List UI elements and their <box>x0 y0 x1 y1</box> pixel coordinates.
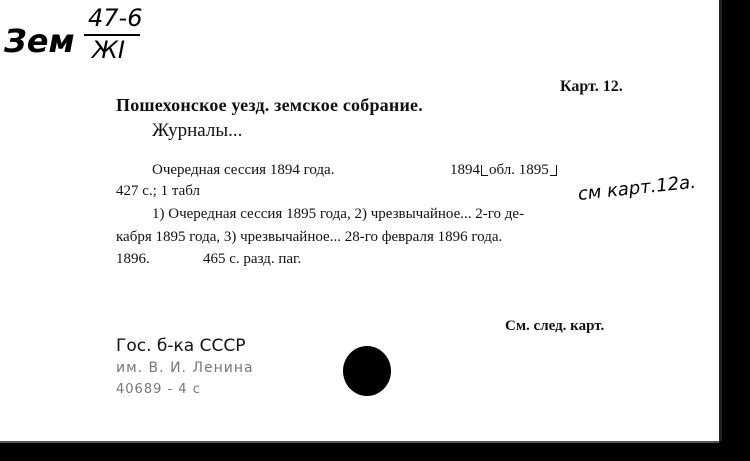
library-stamp-line-1: Гос. б-ка СССР <box>116 336 246 356</box>
entry-line-5-pages: 465 с. разд. паг. <box>203 251 302 267</box>
handwritten-numerator: 47-6 <box>88 4 143 32</box>
punch-hole <box>343 346 391 396</box>
entry-line-1: Очередная сессия 1894 года. <box>152 162 335 178</box>
handwritten-crossref: см карт.12а. <box>576 171 697 205</box>
bracket-left <box>481 165 488 176</box>
bracket-right <box>550 165 557 176</box>
library-stamp-line-2: им. В. И. Ленина <box>116 360 254 376</box>
page-title: Пошехонское уезд. земское собрание. <box>116 95 423 115</box>
handwritten-prefix: Зем <box>4 22 75 60</box>
entry-line-2: 427 с.; 1 табл <box>116 183 200 199</box>
library-stamp-line-3: 40689 - 4 с <box>116 382 201 397</box>
card-edge <box>0 441 719 443</box>
years-a: 1894 <box>450 162 480 178</box>
entry-line-1-years <box>450 162 558 179</box>
handwritten-denominator: ЖI <box>92 36 125 64</box>
entry-line-3: 1) Очередная сессия 1895 года, 2) чрезвычайное... 2-го де- <box>152 206 525 222</box>
card-number: Карт. 12. <box>560 78 623 95</box>
entry-line-5-year: 1896. <box>116 251 150 267</box>
years-b: обл. 1895 <box>489 162 549 178</box>
entry-line-4: кабря 1895 года, 3) чрезвычайное... 28-го февраля 1896 года. <box>116 229 503 245</box>
see-next-card: См. след. карт. <box>505 318 605 334</box>
page-subtitle: Журналы... <box>152 120 243 141</box>
